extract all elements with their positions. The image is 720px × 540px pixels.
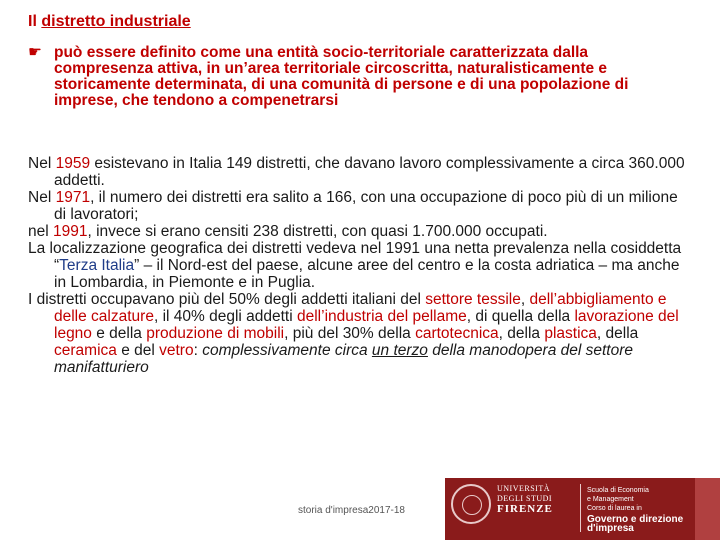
title-underlined: distretto industriale: [41, 13, 191, 30]
paragraph-settori: [28, 291, 688, 376]
text-span: , della: [596, 325, 639, 342]
text-span: , il numero dei distretti era salito a 166, con una occupazione di poco più di un milione di lavoratori;: [54, 189, 678, 223]
logo-divider: [580, 484, 581, 532]
definition-bullet: [28, 45, 688, 109]
sector-mobili: produzione di mobili: [146, 325, 285, 342]
text-span: ,: [520, 291, 530, 308]
text-span: , il 40% degli addetti: [153, 308, 297, 325]
italic-span: della manodopera del settore manifatturiero: [54, 342, 634, 376]
university-seal-icon: [451, 484, 491, 524]
university-logo: [445, 478, 720, 540]
paragraph-localizzazione: [28, 240, 688, 291]
school-line: Scuola di Economia: [587, 487, 649, 494]
text-span: e del: [116, 342, 160, 359]
paragraph-1971: [28, 189, 688, 223]
sector-tessile: settore tessile: [425, 291, 521, 308]
text-span: ” – il Nord-est del paese, alcune aree del centro e la costa adriatica – ma anche in Lombardia, in Piemonte e in Puglia.: [54, 257, 680, 291]
italic-span: complessivamente circa: [202, 342, 372, 359]
title-prefix: Il: [28, 13, 42, 30]
sector-vetro: vetro: [159, 342, 194, 359]
year-1991: 1991: [53, 223, 88, 240]
logo-line: FIRENZE: [497, 503, 553, 515]
sector-cartotecnica: cartotecnica: [415, 325, 499, 342]
pointing-hand-icon: ☛: [28, 44, 42, 61]
course-name: Governo e direzione d'impresa: [587, 514, 684, 534]
footer-text: storia d'impresa2017-18: [298, 505, 405, 516]
slide-title: [28, 12, 191, 32]
year-1959: 1959: [55, 155, 91, 172]
logo-line: DEGLI STUDI: [497, 494, 553, 503]
text-span: , invece si erano censiti 238 distretti, con quasi 1.700.000 occupati.: [87, 223, 548, 240]
sketch-figure-icon: [695, 478, 720, 540]
school-line: Corso di laurea in: [587, 505, 642, 512]
sector-ceramica: ceramica: [54, 342, 117, 359]
sector-pellame: dell’industria del pellame: [297, 308, 467, 325]
definition-text: può essere definito come una entità socio-territoriale caratterizzata dalla compresenza attiva, in un’area territoriale circoscritta, naturalisticamente e storicamente determinata, di una comunità di persone e di una popolazione di imprese, che tendono a compenetrarsi: [54, 44, 629, 109]
sector-plastica: plastica: [544, 325, 597, 342]
terza-italia: Terza Italia: [59, 257, 135, 274]
university-name: [497, 484, 553, 514]
text-span: , più del 30% della: [284, 325, 416, 342]
paragraph-1959: [28, 155, 688, 189]
text-span: Nel: [28, 155, 56, 172]
body-text: [28, 155, 688, 376]
text-span: nel: [28, 223, 53, 240]
un-terzo: un terzo: [371, 342, 428, 359]
year-1971: 1971: [55, 189, 91, 206]
text-span: I distretti occupavano più del 50% degli addetti italiani del: [28, 291, 426, 308]
sector-legno: lavorazione del legno: [54, 308, 679, 342]
logo-line: UNIVERSITÀ: [497, 484, 550, 493]
text-span: e della: [91, 325, 147, 342]
sector-abbigliamento: dell’abbigliamento e delle calzature: [54, 291, 667, 325]
text-span: , della: [498, 325, 545, 342]
paragraph-1991: [28, 223, 688, 240]
text-span: esistevano in Italia 149 distretti, che davano lavoro complessivamente a circa 360.000 addetti.: [54, 155, 685, 189]
text-span: La localizzazione geografica dei distretti vedeva nel 1991 una netta prevalenza nella cosiddetta “: [28, 240, 682, 274]
text-span: Nel: [28, 189, 56, 206]
text-span: , di quella della: [466, 308, 575, 325]
school-line: e Management: [587, 496, 634, 503]
text-span: :: [193, 342, 203, 359]
